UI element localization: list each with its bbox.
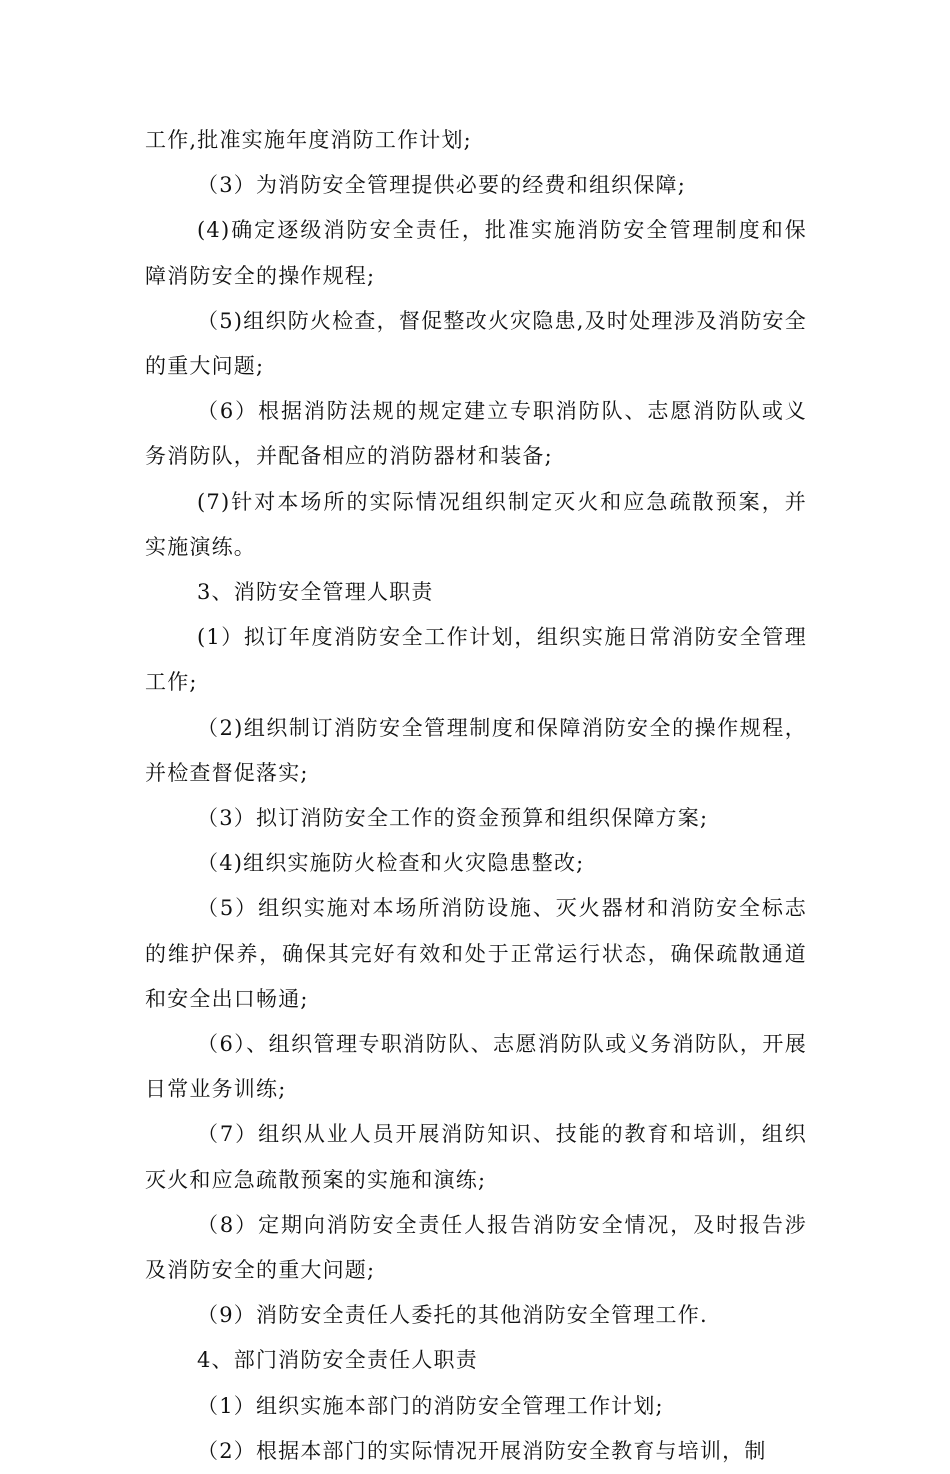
paragraph-item-1-plan: (1）拟订年度消防安全工作计划，组织实施日常消防安全管理工作; bbox=[145, 625, 807, 695]
paragraph-item-7-emergency-plan: (7)针对本场所的实际情况组织制定灭火和应急疏散预案，并实施演练。 bbox=[145, 489, 807, 559]
section-heading-4: 4、部门消防安全责任人职责 bbox=[197, 1348, 478, 1373]
paragraph-continuation: 工作,批准实施年度消防工作计划; bbox=[145, 128, 472, 152]
paragraph-item-6-fire-brigade: （6）根据消防法规的规定建立专职消防队、志愿消防队或义务消防队，并配备相应的消防器材和装备; bbox=[145, 399, 807, 469]
paragraph-item-4-hazard-rectification: （4)组织实施防火检查和火灾隐患整改; bbox=[197, 851, 585, 876]
paragraph-item-8-reporting: （8）定期向消防安全责任人报告消防安全情况，及时报告涉及消防安全的重大问题; bbox=[145, 1212, 807, 1283]
paragraph-item-3-budget: （3）拟订消防安全工作的资金预算和组织保障方案; bbox=[197, 806, 709, 831]
document-body bbox=[145, 118, 807, 1474]
paragraph-item-1-department-plan: （1）组织实施本部门的消防安全管理工作计划; bbox=[197, 1393, 664, 1418]
paragraph-item-5-inspection: （5)组织防火检查，督促整改火灾隐患,及时处理涉及消防安全的重大问题; bbox=[145, 308, 807, 379]
paragraph-item-6-training-brigade: （6）、组织管理专职消防队、志愿消防队或义务消防队，开展日常业务训练; bbox=[145, 1032, 807, 1102]
section-heading-3: 3、消防安全管理人职责 bbox=[197, 580, 434, 605]
paragraph-item-4-responsibility: (4)确定逐级消防安全责任，批准实施消防安全管理制度和保障消防安全的操作规程; bbox=[145, 218, 807, 288]
paragraph-item-7-staff-training: （7）组织从业人员开展消防知识、技能的教育和培训，组织灭火和应急疏散预案的实施和演练; bbox=[145, 1122, 807, 1192]
paragraph-item-2-rules: （2)组织制订消防安全管理制度和保障消防安全的操作规程，并检查督促落实; bbox=[145, 715, 807, 785]
paragraph-item-2-department-training: （2）根据本部门的实际情况开展消防安全教育与培训，制 bbox=[197, 1438, 767, 1463]
paragraph-item-9-other: （9）消防安全责任人委托的其他消防安全管理工作. bbox=[197, 1303, 708, 1328]
paragraph-item-5-maintenance: （5）组织实施对本场所消防设施、灭火器材和消防安全标志的维护保养，确保其完好有效和处于正常运行状态，确保疏散通道和安全出口畅通; bbox=[145, 896, 807, 1011]
paragraph-item-3-funding: （3）为消防安全管理提供必要的经费和组织保障; bbox=[197, 173, 687, 198]
